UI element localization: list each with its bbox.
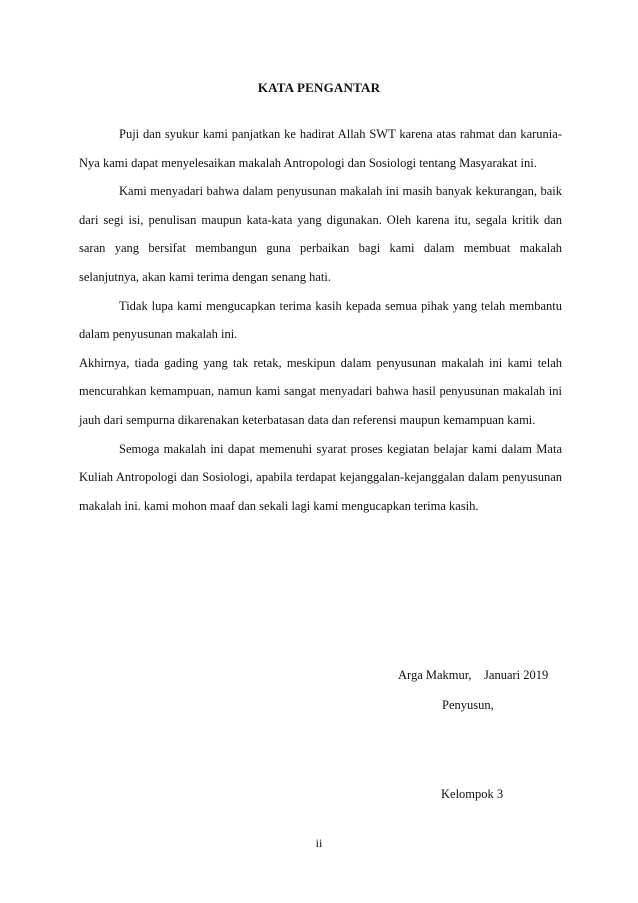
page-number: ii — [315, 836, 323, 850]
signature-name: Kelompok 3 — [441, 787, 504, 801]
paragraph-2: Kami menyadari bahwa dalam penyusunan makalah ini masih banyak kekurangan, baik dari segi isi, penulisan maupun kata-kata yang digunakan. Oleh karena itu, segala kritik dan saran yang bersifat membangun guna perbaikan bagi kami dalam membuat makalah selanjutnya, akan kami terima dengan senang hati. — [79, 184, 562, 284]
paragraph-1: Puji dan syukur kami panjatkan ke hadirat Allah SWT karena atas rahmat dan karunia-Nya kami dapat menyelesaikan makalah Antropologi dan Sosiologi tentang Masyarakat ini. — [79, 127, 562, 170]
signature-place-date: Arga Makmur, Januari 2019 — [398, 668, 549, 682]
signature-role: Penyusun, — [442, 698, 494, 712]
paragraph-3: Tidak lupa kami mengucapkan terima kasih kepada semua pihak yang telah membantu dalam penyusunan makalah ini. — [79, 298, 562, 342]
page-title: KATA PENGANTAR — [257, 80, 381, 95]
paragraph-5: Semoga makalah ini dapat memenuhi syarat proses kegiatan belajar kami dalam Mata Kuliah Antropologi dan Sosiologi, apabila terdapat kejanggalan-kejanggalan dalam penyusunan makalah ini. kami mohon maaf dan sekali lagi kami mengucapkan terima kasih. — [79, 441, 562, 513]
paragraph-4: Akhirnya, tiada gading yang tak retak, meskipun dalam penyusunan makalah ini kami telah mencurahkan kemampuan, namun kami sangat menyadari bahwa hasil penyusunan makalah ini jauh dari sempurna dikarenakan keterbatasan data dan referensi maupun kemampuan kami. — [79, 355, 562, 427]
document-body — [79, 120, 562, 520]
